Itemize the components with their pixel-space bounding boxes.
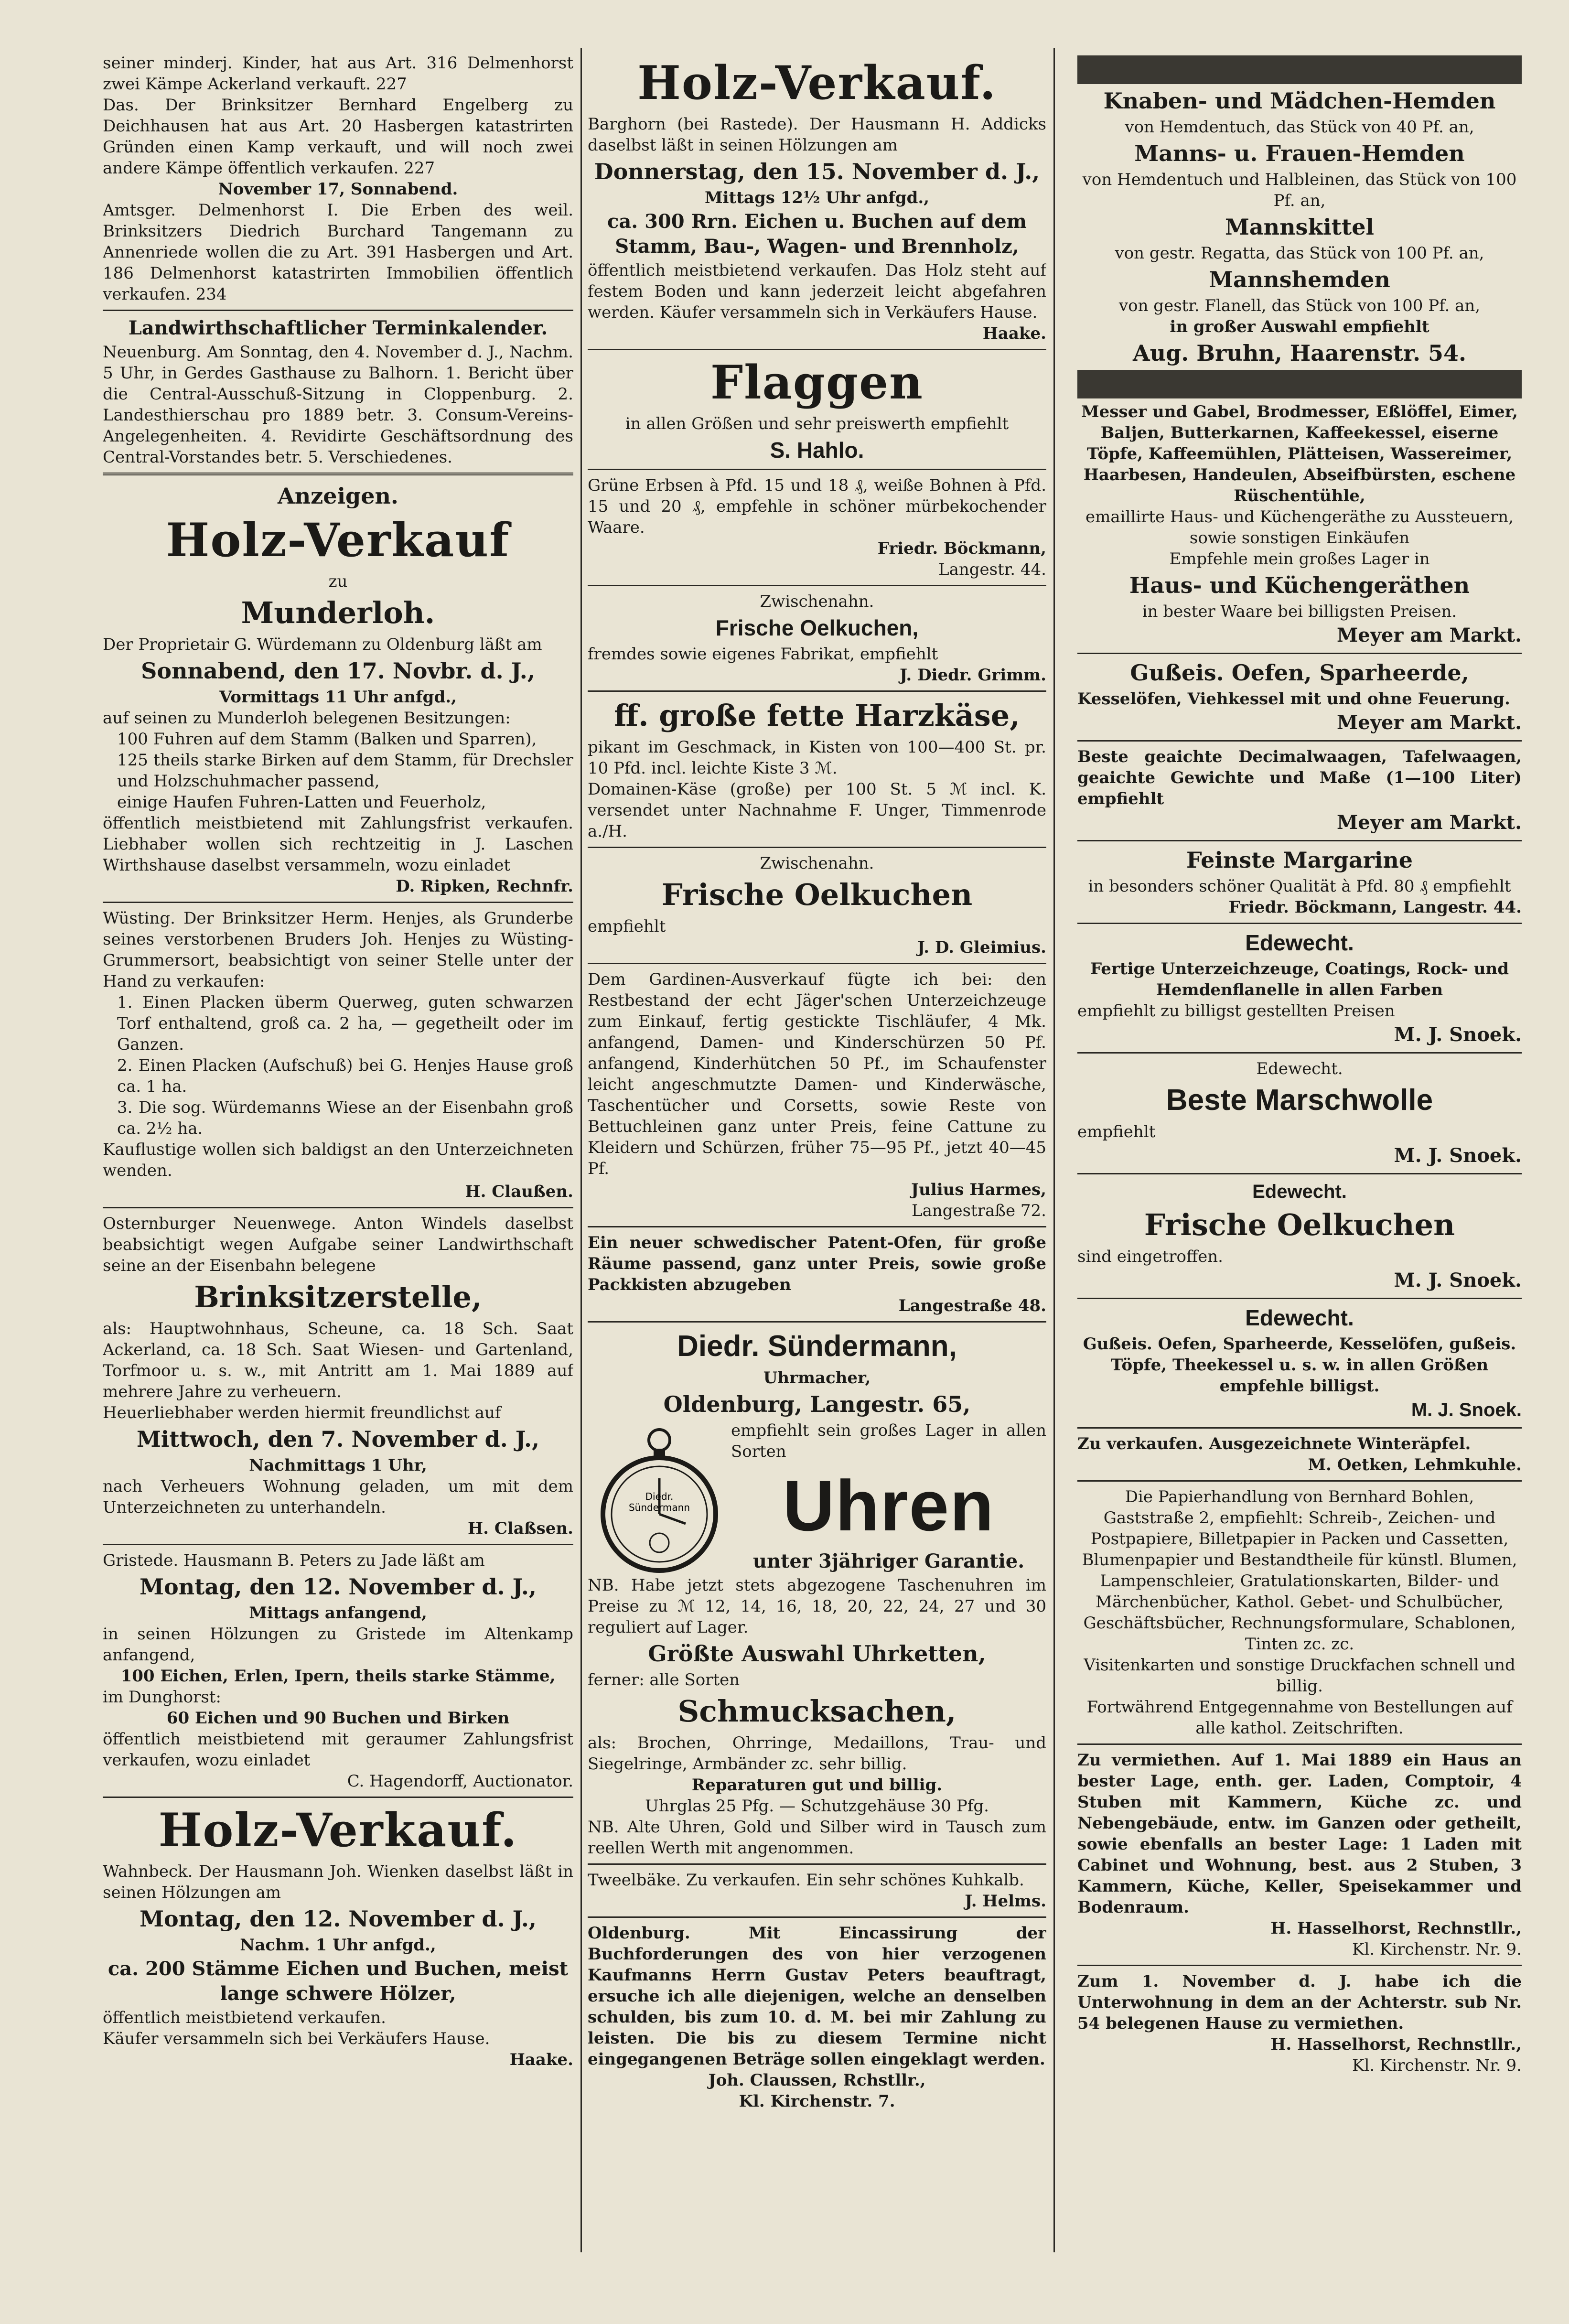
- ad-item: 100 Fuhren auf dem Stamm (Balken und Sparren),: [117, 730, 537, 749]
- ad-signature: M. J. Snoek.: [1411, 1399, 1522, 1420]
- ad-headline: Beste Marschwolle: [1166, 1084, 1433, 1117]
- ad-item: 2. Einen Placken (Aufschuß) bei G. Henjes Hause groß ca. 1 ha.: [117, 1056, 573, 1096]
- divider: [588, 349, 1046, 350]
- ad-text: als: Hauptwohnhaus, Scheune, ca. 18 Sch. Saat Ackerland, ca. 18 Sch. Saat Wiesen- und Gartenland, Torfmoor u. s. w., mit Antritt am 1. Mai 1889 auf mehrere Jahre zu verheuern.: [103, 1319, 573, 1401]
- divider: [103, 1207, 573, 1208]
- ad-signature: M. J. Snoek.: [1394, 1144, 1522, 1167]
- ad-signature: Meyer am Markt.: [1337, 624, 1522, 646]
- ad-text: zu: [328, 572, 348, 591]
- ad-headline: Größte Auswahl Uhrketten,: [648, 1641, 986, 1667]
- ad-text: Zu verkaufen. Ausgezeichnete Winteräpfel.: [1077, 1434, 1471, 1453]
- ad-text: Der Proprietair G. Würdemann zu Oldenburg läßt am: [103, 635, 542, 654]
- ad-signature: M. J. Snoek.: [1394, 1023, 1522, 1046]
- section-title-terminkalender: Landwirthschaftlicher Terminkalender.: [128, 317, 548, 339]
- ad-text: öffentlich meistbietend mit geraumer Zahlungsfrist verkaufen, wozu einladet: [103, 1730, 573, 1770]
- ad-time: Mittags 12½ Uhr anfgd.,: [704, 188, 930, 207]
- ad-text: NB. Alte Uhren, Gold und Silber wird in Tausch zum reellen Werth mit angenommen.: [588, 1818, 1046, 1858]
- divider: [588, 469, 1046, 470]
- ad-text: Wüsting. Der Brinksitzer Herm. Henjes, als Grunderbe seines verstorbenen Bruders Joh. Henjes zu Wüsting-Grummersort, beabsichtigt von seiner Stelle unter der Hand zu verkaufen:: [103, 909, 573, 991]
- ad-place: Edewecht.: [1245, 930, 1354, 955]
- ad-headline: Gußeis. Oefen, Sparheerde,: [1130, 660, 1469, 686]
- ad-text: Oldenburg. Mit Eincassirung der Buchforderungen des von hier verzogenen Kaufmanns Herrn Gustav Peters beauftragt, ersuche ich alle diejenigen, welche an denselben schulden, bis zum 10. d. M. bei mir Zahlung zu leisten. Die bis zu diesem Termine nicht eingegangenen Beträge sollen eingeklagt werden.: [588, 1924, 1046, 2069]
- ad-text: unter 3jähriger Garantie.: [752, 1550, 1025, 1572]
- ad-text: von Hemdentuch und Halbleinen, das Stück von 100 Pf. an,: [1082, 170, 1517, 210]
- ad-place: Zwischenahn.: [760, 854, 874, 873]
- divider: [588, 690, 1046, 692]
- ad-text: Barghorn (bei Rastede). Der Hausmann H. Addicks daselbst läßt in seinen Hölzungen am: [588, 115, 1046, 155]
- notice-engelberg: Das. Der Brinksitzer Bernhard Engelberg zu Deichhausen hat aus Art. 20 Hasbergen katastrirten Gründen einen Kamp verkauft, und will noch zwei andere Kämpe öffentlich verkaufen. 227: [103, 96, 573, 178]
- ad-headline-uhren: Uhren: [783, 1465, 995, 1546]
- ad-signature: H. Hasselhorst, Rechnstllr.,: [1270, 2035, 1522, 2054]
- ad-text: als: Brochen, Ohrringe, Medaillons, Trau- und Siegelringe, Armbänder zc. sehr billig.: [588, 1733, 1046, 1774]
- ad-text: Tweelbäke. Zu verkaufen. Ein sehr schönes Kuhkalb.: [588, 1871, 1024, 1890]
- ad-text: NB. Habe jetzt stets abgezogene Taschenuhren im Preise zu ℳ 12, 14, 16, 18, 20, 22, 24, 27 und 30 reguliert auf Lager.: [588, 1576, 1046, 1637]
- ad-signature: D. Ripken, Rechnfr.: [396, 877, 573, 896]
- ad-headline: Frische Oelkuchen,: [715, 615, 919, 640]
- ad-text: in allen Größen und sehr preiswerth empfiehlt: [625, 414, 1009, 433]
- divider: [588, 585, 1046, 586]
- ad-text: öffentlich meistbietend mit Zahlungsfrist verkaufen. Liebhaber wollen sich rechtzeitig in J. Laschen Wirthshause daselbst versammeln, wozu einladet: [103, 814, 573, 875]
- divider: [103, 310, 573, 311]
- column-3: [1077, 53, 1522, 2257]
- divider: [1077, 1480, 1522, 1482]
- divider: [103, 902, 573, 903]
- ad-address: Kl. Kirchenstr. Nr. 9.: [1352, 2056, 1522, 2075]
- ad-text: Gristede. Hausmann B. Peters zu Jade läßt am: [103, 1551, 485, 1570]
- ad-item: ca. 200 Stämme Eichen und Buchen, meist lange schwere Hölzer,: [107, 1958, 569, 2005]
- ad-text: von gestr. Flanell, das Stück von 100 Pf. an,: [1118, 296, 1481, 315]
- ad-signature: Meyer am Markt.: [1337, 811, 1522, 834]
- ad-text: Ein neuer schwedischer Patent-Ofen, für große Räume passend, ganz unter Preis, sowie große Packkisten abzugeben: [588, 1233, 1046, 1294]
- ad-signature: J. D. Gleimius.: [917, 938, 1046, 957]
- ad-text: pikant im Geschmack, in Kisten von 100—400 St. pr. 10 Pfd. incl. leichte Kiste 3 ℳ.: [588, 738, 1046, 778]
- black-bar: [1077, 370, 1522, 398]
- ad-text: Kesselöfen, Viehkessel mit und ohne Feuerung.: [1077, 689, 1510, 709]
- ad-signature: S. Hahlo.: [770, 438, 864, 463]
- ad-place: Zwischenahn.: [760, 592, 874, 611]
- ad-text: öffentlich meistbietend verkaufen. Das Holz steht auf festem Boden und kann jederzeit leicht abgefahren werden. Käufer versammeln sich in Verkäufers Hause.: [588, 261, 1046, 322]
- ad-time: Nachm. 1 Uhr anfgd.,: [240, 1936, 436, 1955]
- divider: [1077, 1298, 1522, 1299]
- ad-signature: M. Oetken, Lehmkuhle.: [1308, 1455, 1522, 1474]
- ad-date: Mittwoch, den 7. November d. J.,: [136, 1426, 540, 1452]
- ad-signature: M. J. Snoek.: [1394, 1269, 1522, 1291]
- ad-signature: Meyer am Markt.: [1337, 711, 1522, 734]
- ad-signature: H. Claßsen.: [468, 1519, 573, 1538]
- ad-item: 3. Die sog. Würdemanns Wiese an der Eisenbahn groß ca. 2½ ha.: [117, 1098, 573, 1138]
- ad-address: Langestraße 72.: [912, 1201, 1046, 1220]
- ad-text: Kauflustige wollen sich baldigst an den Unterzeichneten wenden.: [103, 1140, 573, 1180]
- pocket-watch-icon: [588, 1421, 731, 1574]
- ad-signature: Haake.: [509, 2050, 573, 2069]
- column-rule-right: [1053, 48, 1055, 2252]
- ad-signature: Aug. Bruhn, Haarenstr. 54.: [1132, 340, 1467, 366]
- divider: [1077, 1965, 1522, 1966]
- watch-block: [588, 1420, 1046, 1575]
- ad-signature: Haake.: [982, 324, 1046, 343]
- divider: [1077, 653, 1522, 654]
- ad-headline: Mannskittel: [1225, 214, 1375, 240]
- ad-item: einige Haufen Fuhren-Latten und Feuerholz,: [117, 793, 486, 812]
- ad-text: in großer Auswahl empfiehlt: [1170, 317, 1429, 336]
- ad-headline: Diedr. Sündermann,: [677, 1330, 957, 1363]
- ad-headline: Brinksitzerstelle,: [194, 1280, 482, 1314]
- notice-delmenhorst: seiner minderj. Kinder, hat aus Art. 316 Delmenhorst zwei Kämpe Ackerland verkauft. 227: [103, 54, 573, 94]
- ad-text: empfiehlt sein großes Lager in allen Sorten: [731, 1421, 1046, 1461]
- ad-date: Sonnabend, den 17. Novbr. d. J.,: [141, 658, 535, 684]
- terminkalender-text: Neuenburg. Am Sonntag, den 4. November d. J., Nachm. 5 Uhr, in Gerdes Gasthause zu Balhorn. 1. Bericht über die Central-Ausschuß-Sitzung in Cloppenburg. 2. Landesthierschau pro 1889 betr. 3. Consum-Vereins-Angelegenheiten. 4. Revidirte Geschäftsordnung des Central-Vorstandes betr. 5. Verschiedenes.: [103, 343, 573, 467]
- ad-date: Montag, den 12. November d. J.,: [140, 1906, 537, 1932]
- ad-text: Wahnbeck. Der Hausmann Joh. Wienken daselbst läßt in seinen Hölzungen am: [103, 1862, 573, 1902]
- ad-place: Munderloh.: [241, 595, 435, 630]
- ad-signature: C. Hagendorff, Auctionator.: [347, 1772, 573, 1791]
- divider: [1077, 840, 1522, 841]
- ad-text: Domainen-Käse (große) per 100 St. 5 ℳ incl. K. versendet unter Nachnahme F. Unger, Timmenrode a./H.: [588, 780, 1046, 841]
- ad-text: Beste geaichte Decimalwaagen, Tafelwaagen, geaichte Gewichte und Maße (1—100 Liter) empfiehlt: [1077, 747, 1522, 808]
- divider: [1077, 923, 1522, 924]
- ad-signature: H. Hasselhorst, Rechnstllr.,: [1270, 1919, 1522, 1938]
- ad-text: Reparaturen gut und billig.: [691, 1775, 943, 1795]
- black-bar: [1077, 55, 1522, 84]
- ad-item: 125 theils starke Birken auf dem Stamm, für Drechsler und Holzschuhmacher passend,: [117, 751, 573, 791]
- divider: [588, 963, 1046, 964]
- ad-signature: H. Claußen.: [465, 1182, 573, 1201]
- ad-headline: Mannshemden: [1209, 267, 1390, 292]
- ad-text: nach Verheuers Wohnung geladen, um mit dem Unterzeichneten zu unterhandeln.: [103, 1477, 573, 1517]
- divider: [588, 1863, 1046, 1865]
- ad-text: Empfehle mein großes Lager in: [1169, 549, 1430, 569]
- ad-signature: Joh. Claussen, Rchstllr.,: [708, 2071, 926, 2090]
- ad-date: Donnerstag, den 15. November d. J.,: [594, 159, 1040, 184]
- ad-headline: ff. große fette Harzkäse,: [614, 698, 1020, 733]
- ad-address: Kl. Kirchenstr. Nr. 9.: [1352, 1940, 1522, 1959]
- ad-date: Montag, den 12. November d. J.,: [140, 1574, 537, 1600]
- ad-address: Kl. Kirchenstr. 7.: [739, 2092, 895, 2111]
- ad-text: Fortwährend Entgegennahme von Bestellungen auf alle kathol. Zeitschriften.: [1086, 1698, 1513, 1738]
- divider: [588, 847, 1046, 848]
- ad-text: fremdes sowie eigenes Fabrikat, empfiehlt: [588, 645, 938, 664]
- ad-text: von gestr. Regatta, das Stück von 100 Pf. an,: [1115, 244, 1484, 263]
- divider-double: [103, 473, 573, 477]
- column-2: [588, 53, 1046, 2257]
- column-1: [103, 53, 573, 2257]
- ad-time: Vormittags 11 Uhr anfgd.,: [219, 688, 457, 707]
- ad-text: in besonders schöner Qualität à Pfd. 80 ₰ empfiehlt: [1088, 877, 1511, 896]
- divider: [1077, 1173, 1522, 1174]
- ad-text: in bester Waare bei billigsten Preisen.: [1142, 602, 1457, 621]
- ad-text: im Dunghorst:: [103, 1688, 221, 1707]
- ad-text: sind eingetroffen.: [1077, 1247, 1223, 1266]
- ad-place: Edewecht.: [1256, 1059, 1343, 1078]
- divider: [1077, 740, 1522, 742]
- ad-item: 60 Eichen und 90 Buchen und Birken: [166, 1709, 510, 1728]
- ad-place: Edewecht.: [1245, 1305, 1354, 1330]
- ad-text: Zum 1. November d. J. habe ich die Unterwohnung in dem an der Achterstr. sub Nr. 54 belegenen Hause zu vermiethen.: [1077, 1972, 1522, 2033]
- ad-headline: Knaben- und Mädchen-Hemden: [1103, 88, 1496, 114]
- ad-text: empfiehlt zu billigst gestellten Preisen: [1077, 1001, 1395, 1021]
- ad-text: Uhrglas 25 Pfg. — Schutzgehäuse 30 Pfg.: [645, 1797, 989, 1816]
- divider: [1077, 1427, 1522, 1429]
- ad-address: Langestr. 44.: [938, 560, 1046, 579]
- ad-headline: Frische Oelkuchen: [1144, 1207, 1455, 1242]
- ad-address: Oldenburg, Langestr. 65,: [663, 1391, 971, 1417]
- ad-text: Messer und Gabel, Brodmesser, Eßlöffel, Eimer, Baljen, Butterkarnen, Kaffeekessel, eiserne Töpfe, Kaffeemühlen, Plätteisen, Wassereimer, Haarbesen, Handeulen, Abseifbürsten, eschene Rüschentühle,: [1081, 402, 1518, 506]
- divider: [588, 1916, 1046, 1918]
- ad-headline: Haus- und Küchengeräthen: [1129, 572, 1470, 598]
- ad-item: 1. Einen Placken überm Querweg, guten schwarzen Torf enthaltend, groß ca. 2 ha, — gegetheilt oder im Ganzen.: [117, 993, 573, 1054]
- divider: [103, 1544, 573, 1545]
- ad-signature: Julius Harmes,: [911, 1180, 1046, 1199]
- ad-text: Zu vermiethen. Auf 1. Mai 1889 ein Haus an bester Lage, enth. ger. Laden, Comptoir, 4 Stuben mit Kammern, Küche zc. und Nebengebäude, entw. im Ganzen oder getheilt, sowie ebenfalls an bester Lage: 1 Laden mit Cabinet und Wohnung, best. aus 2 Stuben, 3 Kammern, Küche, Keller, Speisekammer und Bodenraum.: [1077, 1751, 1522, 1917]
- ad-time: Nachmittags 1 Uhr,: [249, 1456, 427, 1475]
- ad-headline: Frische Oelkuchen: [661, 877, 973, 912]
- notice-date: November 17, Sonnabend.: [218, 180, 458, 199]
- ad-text: Visitenkarten und sonstige Druckfachen schnell und billig.: [1084, 1656, 1515, 1696]
- ad-text: Heuerliebhaber werden hiermit freundlichst auf: [103, 1403, 501, 1422]
- ad-time: Mittags anfangend,: [249, 1603, 427, 1623]
- ad-headline: Schmucksachen,: [677, 1694, 956, 1729]
- ad-text: ferner: alle Sorten: [588, 1670, 740, 1689]
- ad-headline: Holz-Verkauf.: [637, 56, 997, 110]
- section-title-anzeigen: Anzeigen.: [278, 483, 398, 509]
- ad-text: Grüne Erbsen à Pfd. 15 und 18 ₰, weiße Bohnen à Pfd. 15 und 20 ₰, empfehle in schöner mürbekochender Waare.: [588, 476, 1046, 537]
- ad-headline: Flaggen: [710, 355, 924, 409]
- divider: [1077, 1052, 1522, 1054]
- ad-headline: Holz-Verkauf: [166, 513, 510, 567]
- ad-signature: Friedr. Böckmann,: [877, 539, 1046, 558]
- ad-text: Uhrmacher,: [763, 1368, 871, 1388]
- watch-label-1: Diedr.: [645, 1491, 674, 1502]
- ad-place: Edewecht.: [1252, 1181, 1347, 1202]
- notice-tangemann: Amtsger. Delmenhorst I. Die Erben des weil. Brinksitzers Diedrich Burchard Tangemann zu Annenriede wollen die zu Art. 391 Hasbergen und Art. 186 Delmenhorst katastrirten Immobilien öffentlich verkaufen. 234: [103, 201, 573, 304]
- ad-text: in seinen Hölzungen zu Gristede im Altenkamp anfangend,: [103, 1625, 573, 1665]
- divider: [588, 1321, 1046, 1323]
- ad-text: empfiehlt: [588, 917, 666, 936]
- divider: [103, 1797, 573, 1798]
- ad-address: Langestraße 48.: [898, 1296, 1046, 1315]
- ad-text: Käufer versammeln sich bei Verkäufers Hause.: [103, 2029, 490, 2048]
- ad-item: ca. 300 Rrn. Eichen u. Buchen auf dem Stamm, Bau-, Wagen- und Brennholz,: [607, 210, 1027, 258]
- ad-headline: Manns- u. Frauen-Hemden: [1134, 140, 1465, 166]
- ad-text: auf seinen zu Munderloh belegenen Besitzungen:: [103, 709, 511, 728]
- ad-text: Die Papierhandlung von Bernhard Bohlen, Gaststraße 2, empfiehlt: Schreib-, Zeichen- und Postpapiere, Billetpapier in Packen und Cassetten, Blumenpapier und Bestandtheile für künstl. Blumen, Lampenschleier, Gratulationskarten, Bilder- und Märchenbücher, Kathol. Gebet- und Schulbücher, Geschäftsbücher, Rechnungsformulare, Schablonen, Tinten zc. zc.: [1082, 1487, 1517, 1654]
- ad-text: Osternburger Neuenwege. Anton Windels daselbst beabsichtigt wegen Aufgabe seiner Landwirthschaft seine an der Eisenbahn belegene: [103, 1214, 573, 1275]
- divider: [588, 1226, 1046, 1227]
- ad-text: Gußeis. Oefen, Sparheerde, Kesselöfen, gußeis. Töpfe, Theekessel u. s. w. in allen Größen empfehle billigst.: [1083, 1334, 1516, 1396]
- watch-label-2: Sündermann: [628, 1502, 690, 1513]
- ad-signature: Friedr. Böckmann, Langestr. 44.: [1228, 898, 1522, 917]
- ad-text: empfiehlt: [1077, 1122, 1156, 1141]
- ad-headline: Feinste Margarine: [1186, 847, 1413, 873]
- divider: [1077, 1743, 1522, 1745]
- ad-signature: J. Diedr. Grimm.: [899, 666, 1046, 685]
- ad-headline: Holz-Verkauf.: [158, 1803, 518, 1857]
- ad-item: 100 Eichen, Erlen, Ipern, theils starke Stämme,: [120, 1667, 556, 1686]
- ad-text: Dem Gardinen-Ausverkauf fügte ich bei: den Restbestand der echt Jäger'schen Unterzeichzeuge zum Einkauf, fertig gestickte Tischläufer, 4 Mk. anfangend, Damen- und Kinderschürzen 50 Pf. anfangend, Kinderhütchen 50 Pf., im Schaufenster leicht angeschmutzte Damen- und Kinderwäsche, Taschentücher und Corsetts, sowie Reste von Bettuchleinen ganz unter Preis, feine Cattune zu Kleidern und Schürzen, früher 75—95 Pf., jetzt 40—45 Pf.: [588, 970, 1046, 1178]
- ad-text: Fertige Unterzeichzeuge, Coatings, Rock- und Hemdenflanelle in allen Farben: [1090, 959, 1509, 1000]
- column-rule-left: [580, 48, 582, 2252]
- ad-text: emaillirte Haus- und Küchengeräthe zu Aussteuern, sowie sonstigen Einkäufen: [1085, 507, 1514, 548]
- ad-text: öffentlich meistbietend verkaufen.: [103, 2008, 386, 2027]
- ad-signature: J. Helms.: [965, 1892, 1046, 1911]
- ad-text: von Hemdentuch, das Stück von 40 Pf. an,: [1125, 118, 1474, 137]
